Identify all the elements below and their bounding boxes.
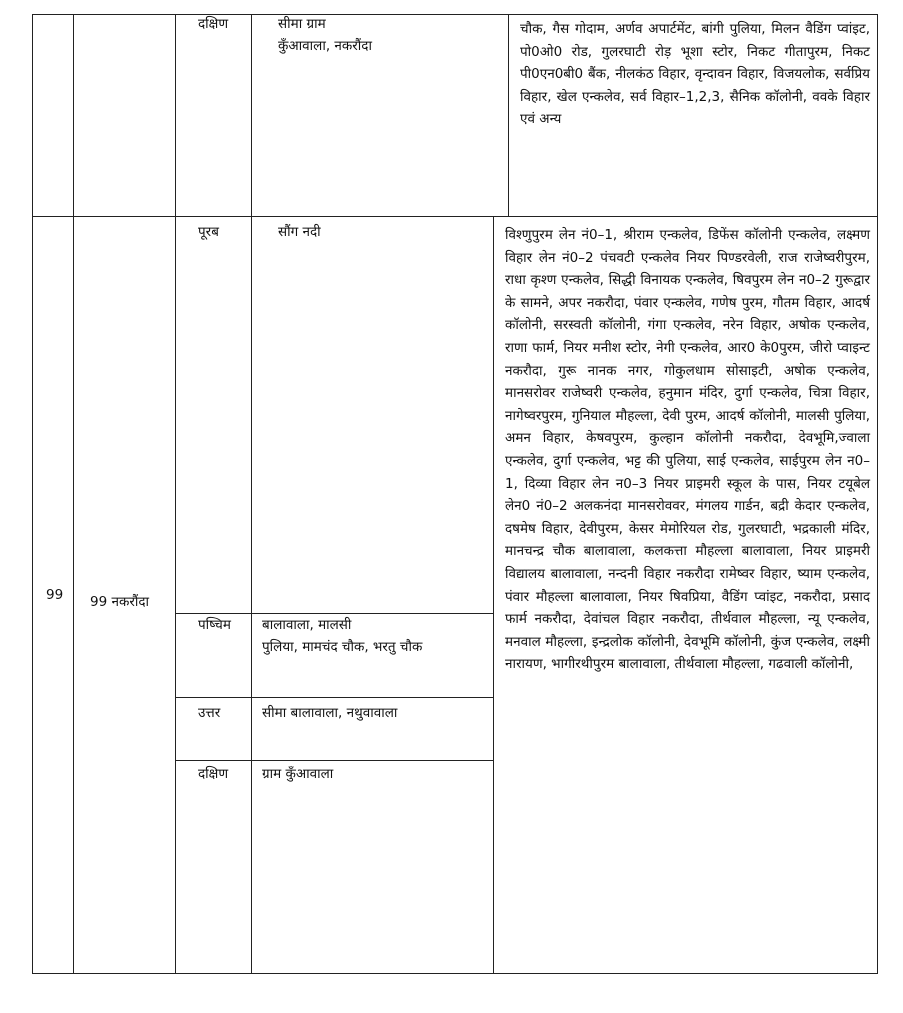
right-border [877,14,878,974]
sub-row-divider-2 [175,697,493,698]
sub-row-divider-3 [175,760,493,761]
direction-east: पूरब [198,224,219,240]
boundary-cell: सीमा ग्राम कुँआवाला, नकरौंदा [278,16,372,54]
ward-number: 99 [46,587,64,603]
direction-west: पष्चिम [198,617,231,633]
col-divider-2 [175,14,176,974]
col-divider-4b [493,216,494,974]
boundary-east: सौंग नदी [278,224,321,240]
col-divider-4a [508,14,509,216]
sub-row-divider-1 [175,613,493,614]
areas-cell-main: विश्णुपुरम लेन नं0–1, श्रीराम एन्कलेव, डिफेंस कॉलोनी एन्कलेव, लक्ष्मण विहार लेन नं0–2 पंचवटी एन्कलेव नियर पिण्डरवेली, राज राजेष्वरीपुरम, राधा कृश्ण एन्कलेव, सिद्धी विनायक एन्कलेव, षिवपुरम लेन न0–2 गुरूद्वार के सामने, अपर नकरौदा, पंवार एन्कलेव, गणेष पुरम, गौतम विहार, आदर्ष कॉलोनी, सरस्वती कॉलोनी, गंगा एन्कलेव, नरेन विहार, अषोक एन्कलेव, राणा फार्म, नियर मनीश स्टोर, नेगी एन्कलेव, आर0 के0पुरम, जीरो प्वाइन्ट नकरौदा, गुरू नानक नगर, गोकुलधाम सोसाइटी, अषोक एन्कलेव, मानसरोवर राजेष्वरी एन्कलेव, हनुमान मंदिर, दुर्गा एन्कलेव, चित्रा विहार, नागेष्वरपुरम, गुनियाल मौहल्ला, देवी पुरम, आदर्ष कॉलोनी, मालसी पुलिया, अमन विहार, केषवपुरम, कुल्हान कॉलोनी नकरौदा, देवभूमि,ज्वाला एन्कलेव, दुर्गा एन्कलेव, भट्ट की पुलिया, साई एन्कलेव, साईपुरम लेन न0–1, दिव्या विहार लेन न0–3 नियर प्राइमरी स्कूल के पास, नियर टयूबेल लेन0 नं0–2 अलकनंदा मानसरोववर, मंगलय गार्डन, बद्री केदार एन्कलेव, दषमेष विहार, देवीपुरम, केसर मेमोरियल रोड, गुलरघाटी, भद्रकाली मंदिर, मानचन्द्र चौक बालावाला, कलकत्ता मौहल्ला बालावाला, नियर प्राइमरी विद्यालय बालावाला, नन्दनी विहार नकरौदा रामेष्वर विहार, ष्याम एन्कलेव, पंवार मौहल्ला बालावाला, नियर षिवप्रिया, वैडिंग प्वांइट, नकरौदा, प्रसाद फार्म नकरौदा, देवांचल विहार नकरौदा, तीर्थवाल मौहल्ला, न्यू एन्कलेव, मनवाल मौहल्ला, इन्द्रलोक कॉलोनी, देवभूमि कॉलोनी, कुंज एन्कलेव, लक्ष्मी नारायण, भागीरथीपुरम बालावाला, तीर्थवाला मौहल्ला, गढवाली कॉलोनी, [505,227,870,673]
ward-name: 99 नकरौंदा [90,594,150,610]
left-border [32,14,33,974]
boundary-west: बालावाला, मालसी पुलिया, मामचंद चौक, भरतु चौक [262,617,423,655]
col-divider-3 [251,14,252,974]
boundary-south: ग्राम कुँआवाला [262,766,334,782]
bottom-border [32,973,878,974]
areas-cell: चौक, गैस गोदाम, अर्णव अपार्टमेंट, बांगी पुलिया, मिलन वैडिंग प्वांइट, पो0ओ0 रोड, गुलरघाटी रोड़ भूशा स्टोर, निकट गीतापुरम, निकट पी0एन0बी0 बैंक, नीलकंठ विहार, वृन्दावन विहार, विजयलोक, सर्वप्रिय विहार, खेल एन्कलेव, सर्व विहार–1,2,3, सैनिक कॉलोनी, ववके विहार एवं अन्य [520,21,870,128]
boundary-north: सीमा बालावाला, नथुवावाला [262,705,398,721]
col-divider-1 [73,14,74,974]
direction-cell: दक्षिण [198,16,229,32]
direction-south: दक्षिण [198,766,229,782]
row-divider [32,216,878,217]
direction-north: उत्तर [198,705,221,721]
